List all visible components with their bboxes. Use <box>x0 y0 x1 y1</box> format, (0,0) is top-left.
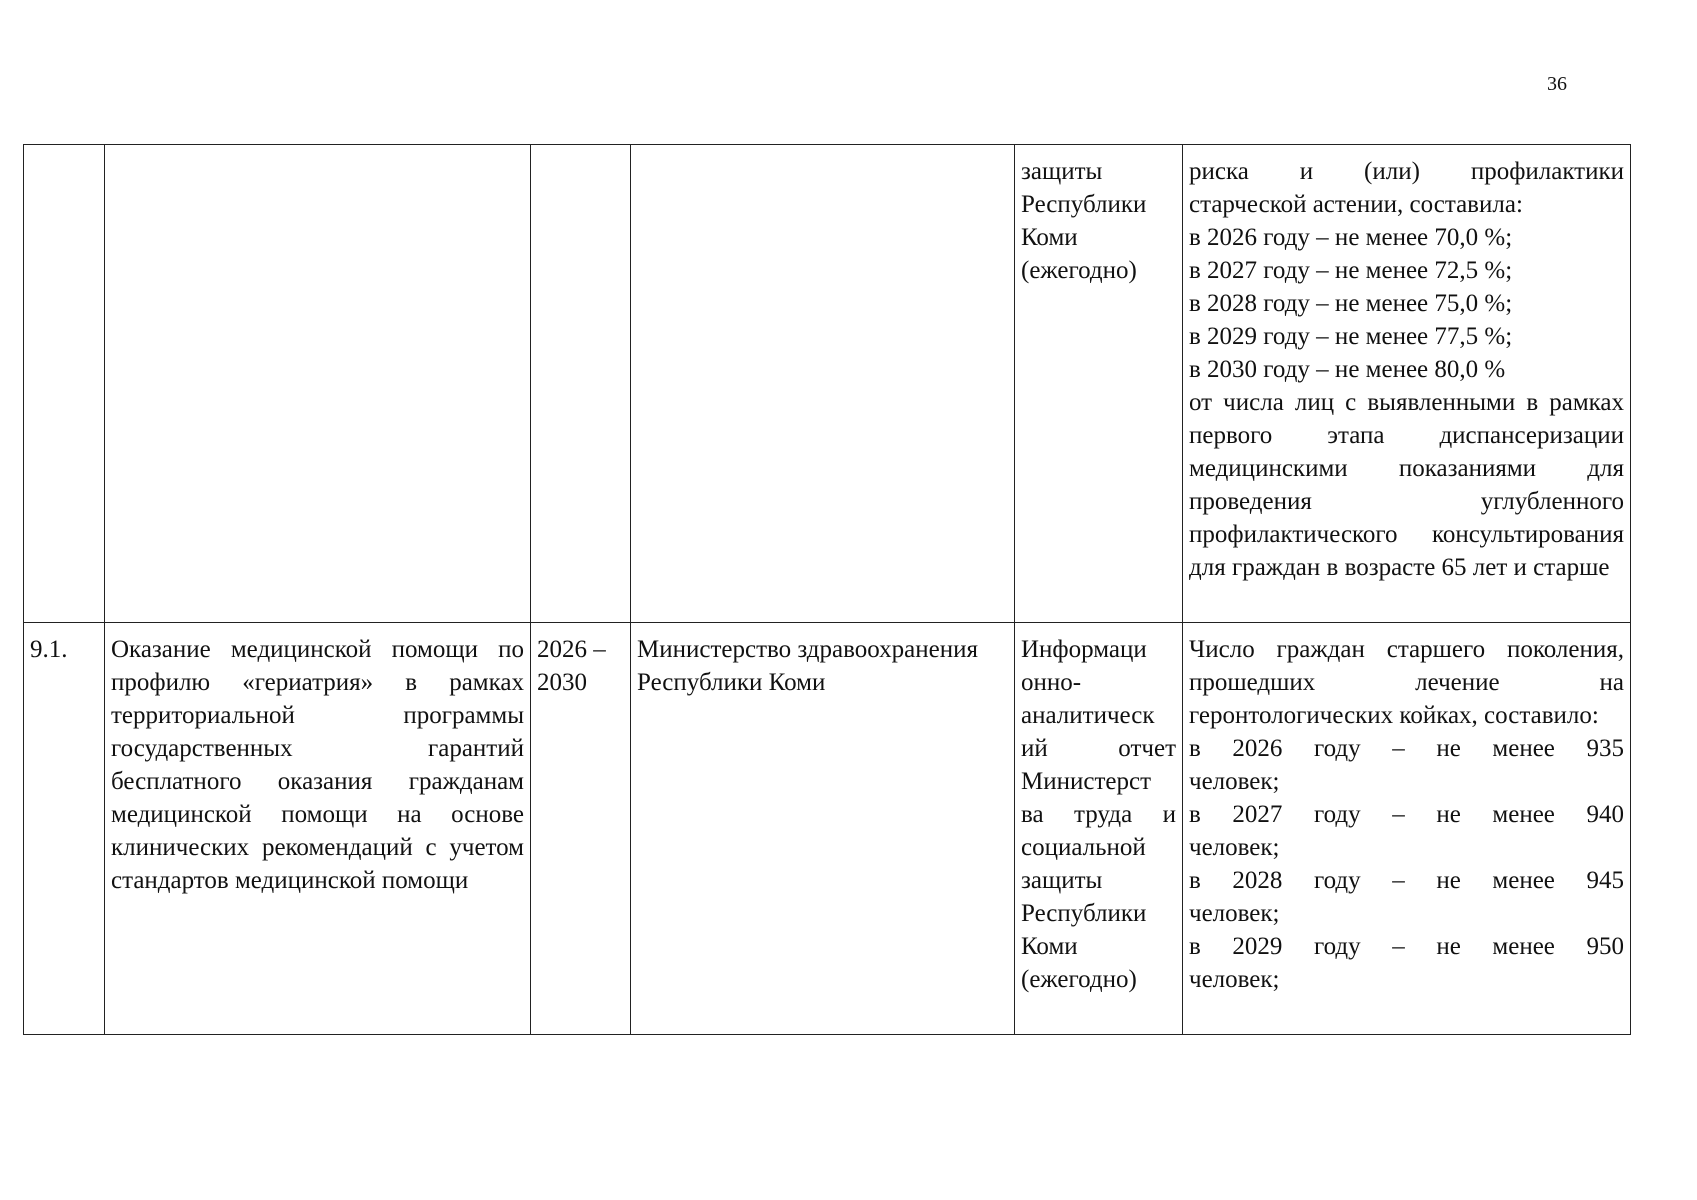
cell-result <box>1183 145 1631 623</box>
source-line: онно- <box>1021 669 1082 696</box>
result-paragraph: от числа лиц с выявленными в рамках первого этапа диспансеризации медицинскими показаниями для проведения углубленного профилактического консультирования для граждан в возрасте 65 лет и старше <box>1189 389 1624 581</box>
source-line: (ежегодно) <box>1021 966 1137 993</box>
result-year-line: в 2029 году – не менее 950 <box>1189 933 1624 960</box>
source-line: аналитическ <box>1021 702 1155 729</box>
cell-event: Оказание медицинской помощи по профилю «гериатрия» в рамках территориальной программы государственных гарантий бесплатного оказания гражданам медицинской помощи на основе клинических рекомендаций с учетом стандартов медицинской помощи <box>105 623 531 1035</box>
period-start: 2026 – <box>537 636 606 663</box>
source-line: защиты <box>1021 867 1103 894</box>
result-intro: Число граждан старшего поколения, прошедших лечение на геронтологических койках, составило: <box>1189 636 1624 729</box>
source-line: Коми <box>1021 933 1078 960</box>
cell-number <box>24 145 105 623</box>
source-line: ва труда и <box>1021 801 1176 828</box>
cell-source <box>1015 623 1183 1035</box>
cell-period <box>531 145 631 623</box>
result-line: в 2027 году – не менее 72,5 %; <box>1189 257 1513 284</box>
source-line: защиты <box>1021 158 1103 185</box>
cell-result <box>1183 623 1631 1035</box>
result-year-unit: человек; <box>1189 768 1280 795</box>
document-table <box>23 144 1631 1035</box>
cell-source <box>1015 145 1183 623</box>
result-year-line: в 2026 году – не менее 935 <box>1189 735 1624 762</box>
cell-period <box>531 623 631 1035</box>
result-year-line: в 2028 году – не менее 945 <box>1189 867 1624 894</box>
source-line: Республики <box>1021 900 1147 927</box>
source-line: ий отчет <box>1021 735 1176 762</box>
source-line: Коми <box>1021 224 1078 251</box>
result-line: в 2026 году – не менее 70,0 %; <box>1189 224 1513 251</box>
result-year-unit: человек; <box>1189 966 1280 993</box>
source-line: социальной <box>1021 834 1146 861</box>
table-row-continued <box>24 145 1631 623</box>
result-year-line: в 2027 году – не менее 940 <box>1189 801 1624 828</box>
result-line: в 2028 году – не менее 75,0 %; <box>1189 290 1513 317</box>
cell-responsible: Министерство здравоохранения Республики Коми <box>631 623 1015 1035</box>
table-row-9-1 <box>24 623 1631 1035</box>
result-line: в 2029 году – не менее 77,5 %; <box>1189 323 1513 350</box>
result-year-unit: человек; <box>1189 834 1280 861</box>
result-line: риска и (или) профилактики <box>1189 158 1624 185</box>
result-line: в 2030 году – не менее 80,0 % <box>1189 356 1506 383</box>
period-end: 2030 <box>537 669 587 696</box>
cell-event <box>105 145 531 623</box>
page-number: 36 <box>1547 73 1567 95</box>
source-line: Министерст <box>1021 768 1152 795</box>
cell-number: 9.1. <box>24 623 105 1035</box>
cell-responsible <box>631 145 1015 623</box>
source-line: Республики <box>1021 191 1147 218</box>
source-line: (ежегодно) <box>1021 257 1137 284</box>
result-line: старческой астении, составила: <box>1189 191 1523 218</box>
source-line: Информаци <box>1021 636 1147 663</box>
result-year-unit: человек; <box>1189 900 1280 927</box>
